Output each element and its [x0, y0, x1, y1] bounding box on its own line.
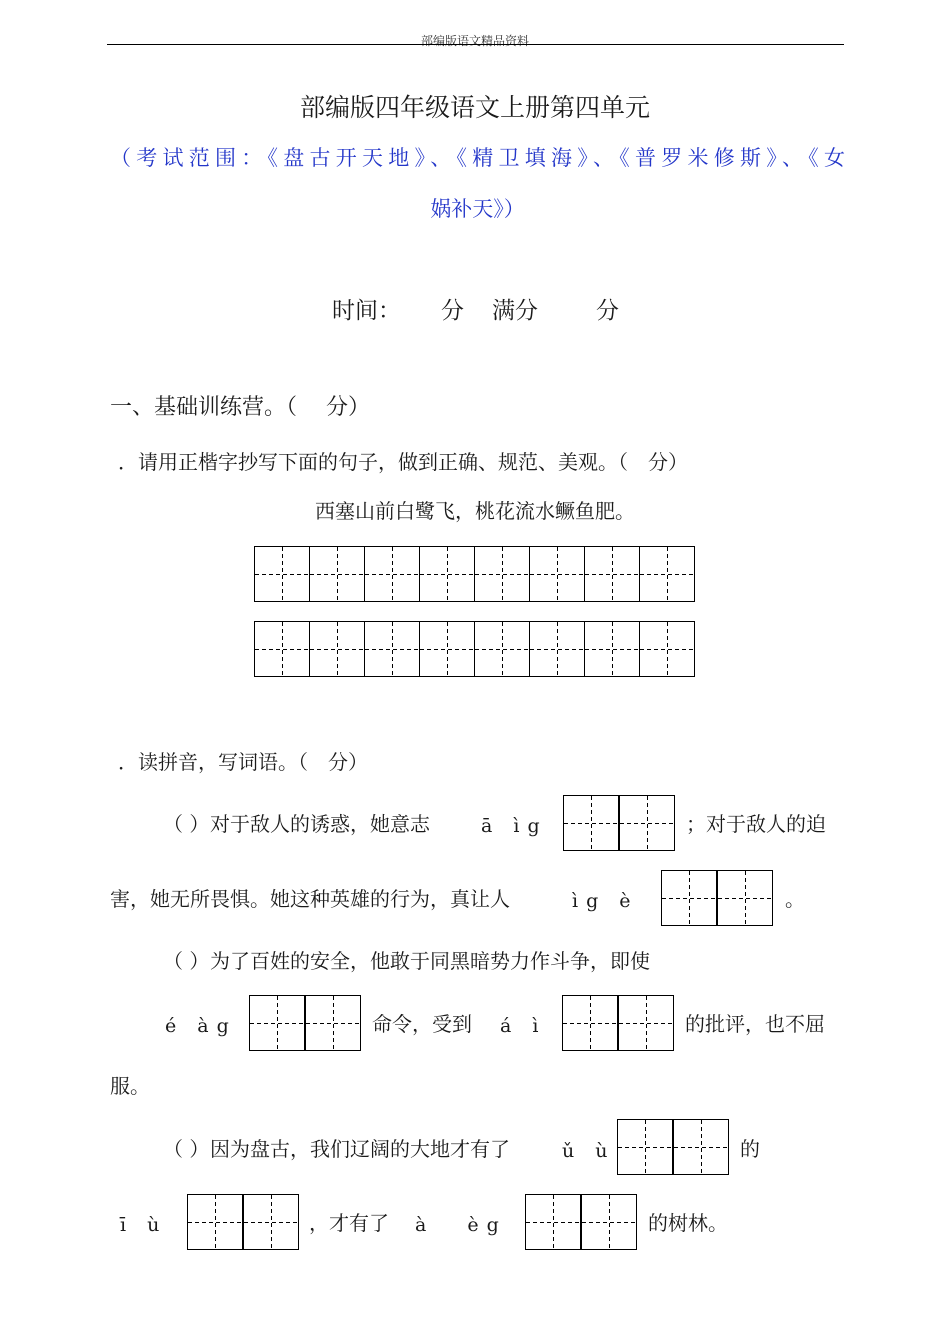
writing-cell[interactable] [255, 621, 310, 677]
writing-cell[interactable] [585, 546, 640, 602]
pinyin-2: ì g è [572, 890, 632, 912]
sentence-2-text-c: 的批评，也不屈 [685, 1012, 825, 1036]
answer-box-3[interactable] [249, 995, 361, 1051]
sentence-3-text-a: 因为盘古，我们辽阔的大地才有了 [210, 1137, 510, 1161]
question-1-prompt: ．请用正楷字抄写下面的句子，做到正确、规范、美观。（ 分） [118, 450, 688, 474]
answer-box-5[interactable] [617, 1119, 729, 1175]
sentence-3-text-c: ，才有了 [309, 1211, 389, 1235]
writing-cell[interactable] [420, 621, 475, 677]
pinyin-7: à è g [415, 1214, 500, 1236]
time-unit: 分 [441, 298, 464, 324]
sentence-3-text-b: 的 [740, 1137, 760, 1161]
page-header: 部编版语文精品资料 [420, 34, 529, 48]
pinyin-1: ā ì g [481, 815, 541, 837]
copy-sentence: 西塞山前白鹭飞，桃花流水鳜鱼肥。 [315, 499, 635, 523]
sentence-1-end: 。 [785, 887, 805, 911]
sentence-1-text-b: ；对于敌人的迫 [686, 812, 826, 836]
writing-grid-row-2[interactable] [254, 621, 695, 677]
exam-scope-line1: （考试范围：《盘古开天地》、《精卫填海》、《普罗米修斯》、《女 [110, 146, 845, 170]
sentence-1-text-a: 对于敌人的诱惑，她意志 [210, 812, 430, 836]
writing-cell[interactable] [365, 546, 420, 602]
writing-cell[interactable] [475, 546, 530, 602]
answer-paren-1[interactable]: （ ） [163, 812, 210, 836]
writing-cell[interactable] [640, 546, 695, 602]
writing-cell[interactable] [530, 546, 585, 602]
sentence-2-text-b: 命令，受到 [372, 1012, 472, 1036]
full-score-unit: 分 [596, 298, 619, 324]
answer-box-7[interactable] [525, 1194, 637, 1250]
answer-box-6[interactable] [187, 1194, 299, 1250]
pinyin-5: ǔ ù [562, 1140, 609, 1162]
writing-cell[interactable] [420, 546, 475, 602]
header-divider [107, 44, 844, 45]
writing-cell[interactable] [310, 621, 365, 677]
time-label: 时间： [332, 298, 401, 324]
writing-cell[interactable] [640, 621, 695, 677]
answer-box-4[interactable] [562, 995, 674, 1051]
writing-cell[interactable] [310, 546, 365, 602]
pinyin-3: é à g [165, 1015, 230, 1037]
answer-paren-3[interactable]: （ ） [163, 1137, 210, 1161]
pinyin-6: ī ù [120, 1214, 161, 1236]
writing-cell[interactable] [365, 621, 420, 677]
answer-paren-2[interactable]: （ ） [163, 949, 210, 973]
writing-cell[interactable] [585, 621, 640, 677]
pinyin-4: á ì [500, 1015, 540, 1037]
sentence-2-text-d: 服。 [110, 1074, 150, 1098]
writing-cell[interactable] [475, 621, 530, 677]
section-title: 一、基础训练营。（ 分） [110, 395, 370, 420]
answer-box-2[interactable] [661, 870, 773, 926]
writing-grid-row-1[interactable] [254, 546, 695, 602]
writing-cell[interactable] [530, 621, 585, 677]
exam-scope-line2: 娲补天》） [430, 197, 525, 221]
writing-cell[interactable] [255, 546, 310, 602]
answer-box-1[interactable] [563, 795, 675, 851]
sentence-3-text-d: 的树林。 [648, 1211, 728, 1235]
sentence-2-text-a: 为了百姓的安全，他敢于同黑暗势力作斗争，即使 [210, 949, 650, 973]
page-title: 部编版四年级语文上册第四单元 [299, 93, 650, 122]
sentence-1-text-c: 害，她无所畏惧。她这种英雄的行为，真让人 [110, 887, 510, 911]
question-2-prompt: ．读拼音，写词语。（ 分） [118, 750, 368, 774]
full-score-label: 满分 [492, 298, 538, 324]
